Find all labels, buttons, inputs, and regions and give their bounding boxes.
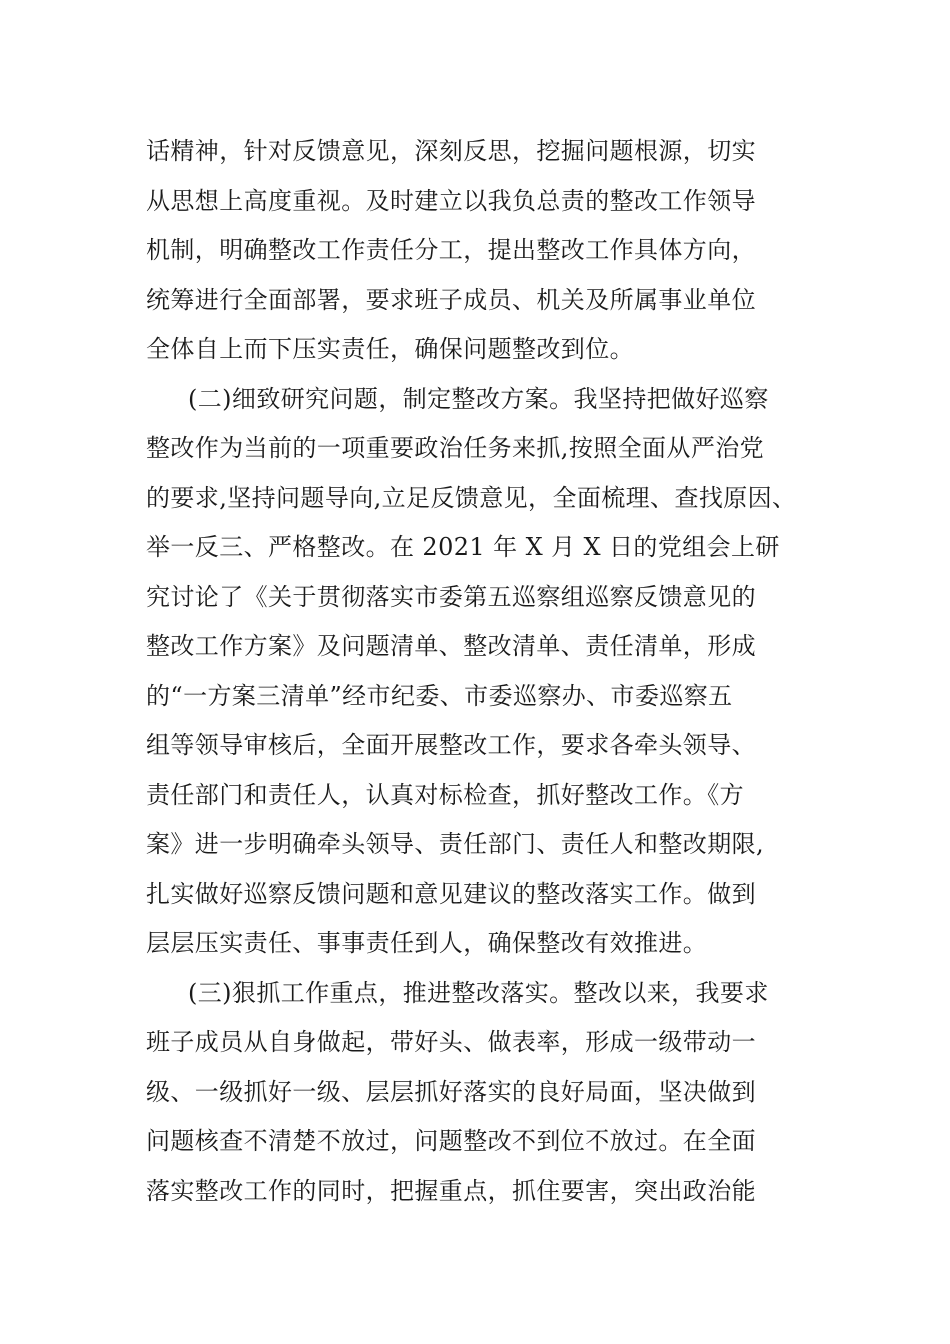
text-line: 班子成员从自身做起，带好头、做表率，形成一级带动一: [146, 1028, 756, 1056]
text-line: 机制，明确整改工作责任分工，提出整改工作具体方向，: [146, 236, 756, 264]
text-line: 问题核查不清楚不放过，问题整改不到位不放过。在全面: [146, 1127, 756, 1155]
text-line: 统筹进行全面部署，要求班子成员、机关及所属事业单位: [146, 285, 756, 314]
text-line: 组等领导审核后，全面开展整改工作，要求各牵头领导、: [146, 731, 756, 759]
text-line: 级、一级抓好一级、层层抓好落实的良好局面，坚决做到: [146, 1077, 756, 1106]
body-text: [146, 127, 826, 1216]
text-line: 落实整改工作的同时，把握重点，抓住要害，突出政治能: [146, 1176, 756, 1205]
text-line: 的“一方案三清单”经市纪委、市委巡察办、市委巡察五: [146, 681, 733, 710]
section-heading-line: (三)狠抓工作重点，推进整改落实。整改以来，我要求: [188, 978, 769, 1007]
text-line: 的要求,坚持问题导向,立足反馈意见，全面梳理、查找原因、: [146, 483, 797, 512]
text-line: 责任部门和责任人，认真对标检查，抓好整改工作。《方: [146, 780, 744, 809]
text-line: 扎实做好巡察反馈问题和意见建议的整改落实工作。做到: [146, 879, 756, 908]
text-line: 从思想上高度重视。及时建立以我负总责的整改工作领导: [146, 186, 756, 215]
text-line: 究讨论了《关于贯彻落实市委第五巡察组巡察反馈意见的: [146, 582, 756, 611]
text-line: 层层压实责任、事事责任到人，确保整改有效推进。: [146, 929, 708, 957]
section-heading-line: (二)细致研究问题，制定整改方案。我坚持把做好巡察: [188, 384, 769, 413]
text-line: 全体自上而下压实责任，确保问题整改到位。: [146, 335, 634, 363]
text-line: 整改工作方案》及问题清单、整改清单、责任清单，形成: [146, 632, 756, 660]
text-line: 举一反三、严格整改。在 2021 年 X 月 X 日的党组会上研: [146, 533, 780, 561]
text-line: 整改作为当前的一项重要政治任务来抓,按照全面从严治党: [146, 434, 765, 462]
text-line: 话精神，针对反馈意见，深刻反思，挖掘问题根源，切实: [146, 137, 756, 165]
text-line: 案》进一步明确牵头领导、责任部门、责任人和整改期限,: [146, 830, 765, 858]
